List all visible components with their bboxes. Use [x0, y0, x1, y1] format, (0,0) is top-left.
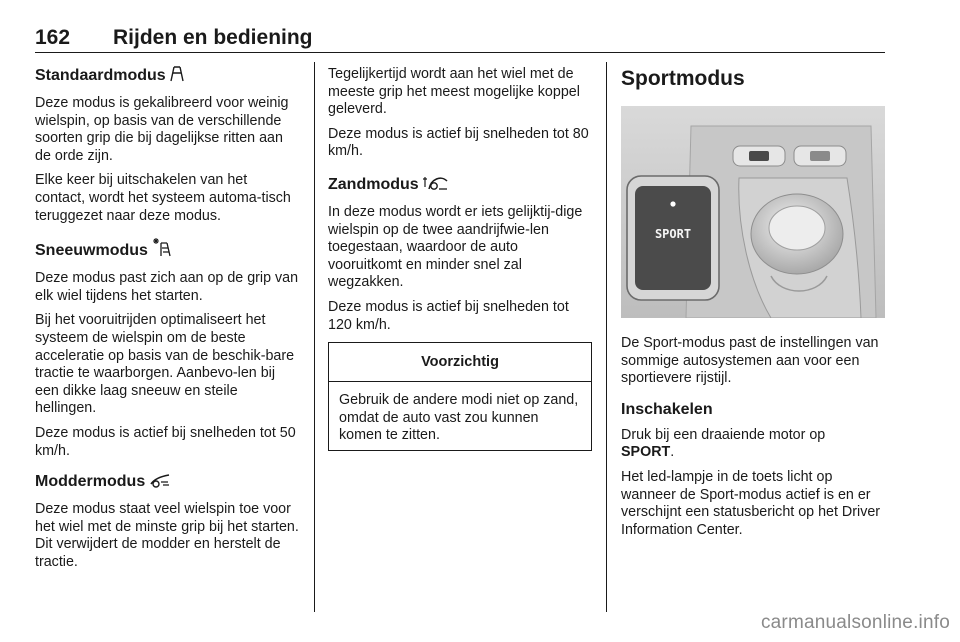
- section-heading: Zandmodus: [328, 173, 592, 197]
- road-mode-icon: [170, 66, 184, 88]
- caution-text: Gebruik de andere modi niet op zand, omdat de auto vast zou kunnen komen te zitten.: [339, 392, 579, 444]
- snow-mode-icon: [152, 237, 172, 263]
- caution-title: Voorzichtig: [329, 343, 591, 382]
- paragraph: Deze modus is actief bij snelheden tot 120 km/h.: [328, 298, 569, 333]
- section-heading: Standaardmodus: [35, 66, 301, 88]
- section-title: Sportmodus: [621, 67, 745, 90]
- sport-button-illustration: [621, 106, 885, 318]
- paragraph: Het led-lampje in de toets licht op wanneer de Sport-modus actief is en er verschijnt een statusbericht op het Driver Information Center.: [621, 468, 881, 538]
- section-heading: Inschakelen: [621, 400, 713, 418]
- section-heading: Sneeuwmodus: [35, 237, 301, 263]
- paragraph: Deze modus is actief bij snelheden tot 50 km/h.: [35, 424, 296, 459]
- sand-mode-icon: [423, 173, 449, 197]
- column-right: [621, 62, 887, 546]
- paragraph: Deze modus is actief bij snelheden tot 80 km/h.: [328, 125, 589, 160]
- caution-box: [328, 342, 592, 451]
- paragraph: Druk bij een draaiende motor op SPORT.: [621, 426, 826, 461]
- watermark: carmanualsonline.info: [760, 612, 950, 633]
- paragraph: In deze modus wordt er iets gelijktij-dige wielspin op de twee aandrijfwie-len toegestaan, waardoor de auto vooruitkomt en minder snel zal wegzakken.: [328, 203, 583, 291]
- page-header: [35, 26, 885, 53]
- paragraph: De Sport-modus past de instellingen van sommige autosystemen aan voor een sportievere rijstijl.: [621, 335, 879, 387]
- sport-button-ref: SPORT: [621, 444, 671, 461]
- paragraph: Elke keer bij uitschakelen van het contact, wordt het systeem automa-tisch teruggezet naar deze modus.: [35, 172, 291, 224]
- paragraph: Deze modus is gekalibreerd voor weinig wielspin, op basis van de verschillende soorten grip die bij dagelijkse ritten aan de orde zijn.: [35, 95, 289, 164]
- column-divider: [606, 62, 607, 612]
- paragraph: Tegelijkertijd wordt aan het wiel met de meeste grip het meest mogelijke koppel geleverd.: [328, 66, 580, 118]
- column-middle: [328, 66, 592, 451]
- page-number: 162: [35, 26, 71, 49]
- paragraph: Deze modus staat veel wielspin toe voor het wiel met de minste grip bij het starten. Dit verwijdert de modder en herstelt de tractie.: [35, 501, 299, 570]
- column-divider: [314, 62, 315, 612]
- paragraph: Bij het vooruitrijden optimaliseert het systeem de wielspin om de beste acceleratie op basis van de beschik-bare tractie te waarborgen. Aanbevo-len bij een dikke laag sneeuw en steile hellingen.: [35, 312, 295, 417]
- section-heading: Moddermodus: [35, 472, 301, 494]
- mud-mode-icon: [149, 472, 171, 494]
- column-left: [35, 66, 301, 578]
- chapter-title: Rijden en bediening: [113, 26, 313, 49]
- paragraph: Deze modus past zich aan op de grip van elk wiel tijdens het starten.: [35, 270, 299, 304]
- sport-label: SPORT: [654, 227, 692, 241]
